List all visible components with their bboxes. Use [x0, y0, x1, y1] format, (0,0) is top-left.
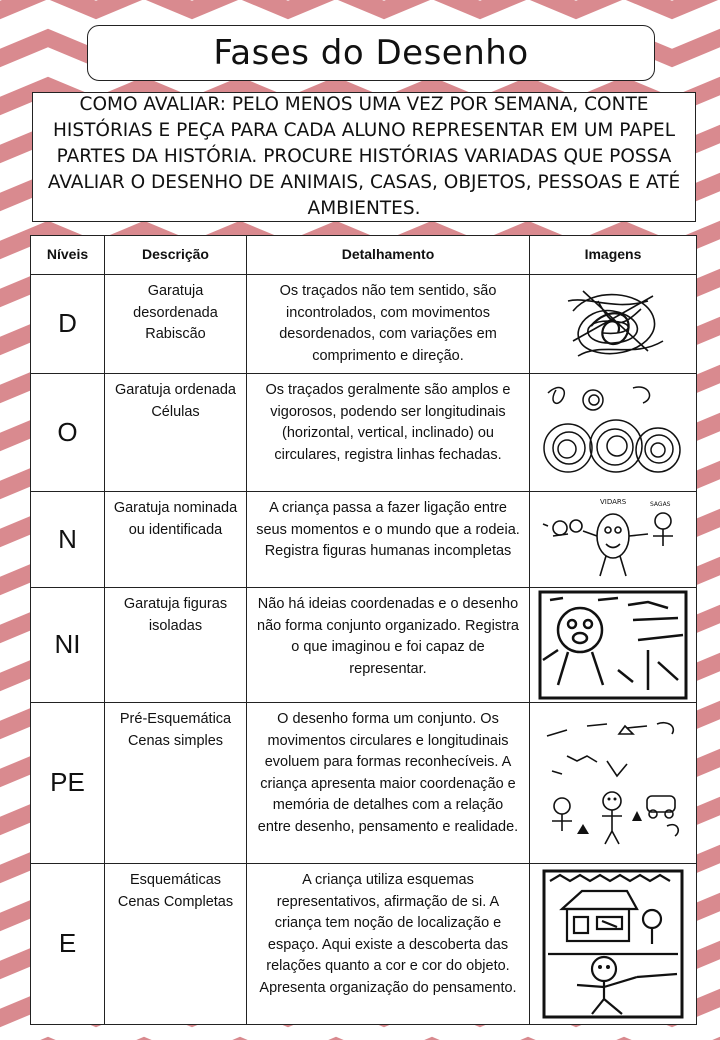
- description-cell: Garatuja ordenada Células: [105, 374, 247, 492]
- level-cell: E: [31, 864, 105, 1025]
- level-cell: O: [31, 374, 105, 492]
- title-box: [87, 25, 655, 81]
- instructions-text: COMO AVALIAR: PELO MENOS UMA VEZ POR SEMANA, CONTE HISTÓRIAS E PEÇA PARA CADA ALUNO REPRESENTAR EM UM PAPEL PARTES DA HISTÓRIA. PROCURE HISTÓRIAS VARIADAS QUE POSSA AVALIAR O DESENHO DE ANIMAIS, CASAS, OBJETOS, PESSOAS E ATÉ AMBIENTES.: [47, 94, 681, 219]
- circles-drawing-image: [538, 378, 688, 488]
- detail-cell: Os traçados geralmente são amplos e vigorosos, podendo ser longitudinais (horizontal, vertical, inclinado) ou circulares, registra linhas fechadas.: [247, 374, 530, 492]
- table-row: [31, 374, 697, 492]
- page-title: Fases do Desenho: [213, 33, 529, 73]
- level-cell: D: [31, 275, 105, 374]
- header-images: Imagens: [530, 236, 697, 275]
- description-cell: Garatuja nominada ou identificada: [105, 492, 247, 588]
- detail-cell: Os traçados não tem sentido, são incontrolados, com movimentos desordenados, com variações em comprimento e direção.: [247, 275, 530, 374]
- table-row: [31, 275, 697, 374]
- detail-cell: Não há ideias coordenadas e o desenho não forma conjunto organizado. Registra o que imaginou e foi capaz de representar.: [247, 588, 530, 703]
- level-cell: N: [31, 492, 105, 588]
- level-cell: NI: [31, 588, 105, 703]
- header-detail: Detalhamento: [247, 236, 530, 275]
- complete-scene-drawing-image: [542, 869, 684, 1019]
- simple-scene-drawing-image: [537, 716, 689, 851]
- figures-drawing-image: [538, 496, 688, 584]
- description-cell: Garatuja desordenada Rabiscão: [105, 275, 247, 374]
- instructions-box: [32, 92, 696, 222]
- description-cell: Pré-Esquemática Cenas simples: [105, 703, 247, 864]
- table-header-row: [31, 236, 697, 275]
- header-description: Descrição: [105, 236, 247, 275]
- table-row: [31, 588, 697, 703]
- level-cell: PE: [31, 703, 105, 864]
- detail-cell: O desenho forma um conjunto. Os movimentos circulares e longitudinais evoluem para formas reconhecíveis. A criança apresenta maior coordenação e memória de detalhes com a relação entre desenho, pensamento e realidade.: [247, 703, 530, 864]
- detail-cell: A criança passa a fazer ligação entre seus momentos e o mundo que a rodeia. Registra figuras humanas incompletas: [247, 492, 530, 588]
- table-row: [31, 703, 697, 864]
- svg-text:VIDARS: VIDARS: [600, 497, 627, 506]
- description-cell: Esquemáticas Cenas Completas: [105, 864, 247, 1025]
- phases-table: [30, 235, 697, 1025]
- scribble-drawing-image: [553, 281, 673, 367]
- header-levels: Níveis: [31, 236, 105, 275]
- table-row: [31, 864, 697, 1025]
- isolated-figures-drawing-image: [538, 590, 688, 700]
- description-cell: Garatuja figuras isoladas: [105, 588, 247, 703]
- table-row: [31, 492, 697, 588]
- svg-text:SAGAS: SAGAS: [650, 500, 671, 508]
- detail-cell: A criança utiliza esquemas representativos, afirmação de si. A criança tem noção de localização e espaço. Aqui existe a descoberta das relações quanto a cor e cor do objeto. Apresenta organização do pensamento.: [247, 864, 530, 1025]
